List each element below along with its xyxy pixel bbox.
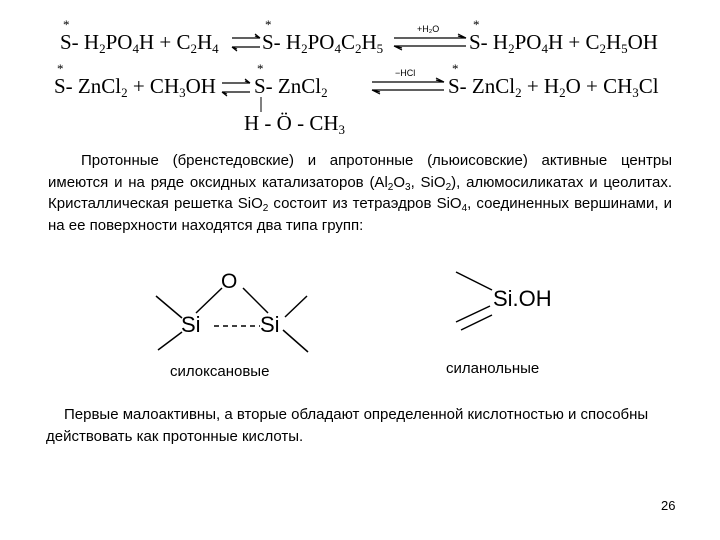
asterisk: * — [452, 61, 459, 76]
equation-row2-middle: S- ZnCl$_2$ — [254, 74, 328, 100]
siloxane-si-right: Si — [260, 312, 280, 337]
asterisk: * — [473, 17, 480, 32]
siloxane-bonds — [156, 288, 308, 352]
methanol-adduct: H - Ö - $CH_3$ — [244, 111, 345, 137]
siloxane-oxygen: O — [221, 270, 238, 293]
asterisk: * — [63, 17, 70, 32]
silanol-group: Si.OH — [493, 286, 552, 311]
equation-row1-left: S- $H_2PO_4H + C_2H_4$ — [60, 30, 219, 56]
arrow-label-water: +H₂O — [417, 24, 440, 34]
asterisk: * — [265, 17, 272, 32]
equilibrium-arrow-4 — [372, 78, 444, 94]
equation-row1-right: S- $H_2PO_4H + C_2H_5OH$ — [469, 30, 658, 56]
asterisk: * — [257, 61, 264, 76]
arrow-label-hcl: −HCl — [395, 68, 416, 78]
silanol-caption: силанольные — [446, 360, 540, 377]
equilibrium-arrow-3 — [222, 79, 250, 96]
page-number: 26 — [661, 498, 676, 513]
equilibrium-arrow-2 — [394, 34, 466, 50]
siloxane-si-left: Si — [181, 312, 201, 337]
equation-row2-left: S- ZnCl$_2$ + $CH_3OH$ — [54, 74, 216, 100]
paragraph-acid-sites: Протонные (бренстедовские) и апротонные (льюисовские) активные центры имеются и на ряде оксидных катализаторов ($Al_2O_3$, SiO$_2$), алюмосиликатах и цеолитах. Кристаллическая решетка SiO$_2$ состоит из тетраэдров SiO$_4$, соединенных вершинами, и на ее поверхности находятся два типа групп: — [48, 152, 672, 234]
siloxane-caption: силоксановые — [170, 363, 270, 380]
equilibrium-arrow-1 — [232, 34, 260, 51]
paragraph-conclusion: Первые малоактивны, а вторые обладают определенной кислотностью и способны действовать как протонные кислоты. — [46, 406, 649, 445]
silanol-bonds — [456, 272, 492, 330]
equation-row1-middle: S- $H_2PO_4C_2H_5$ — [262, 30, 384, 56]
asterisk: * — [57, 61, 64, 76]
equation-row2-right: S- ZnCl$_2$ + $H_2O + CH_3Cl$ — [448, 74, 659, 100]
